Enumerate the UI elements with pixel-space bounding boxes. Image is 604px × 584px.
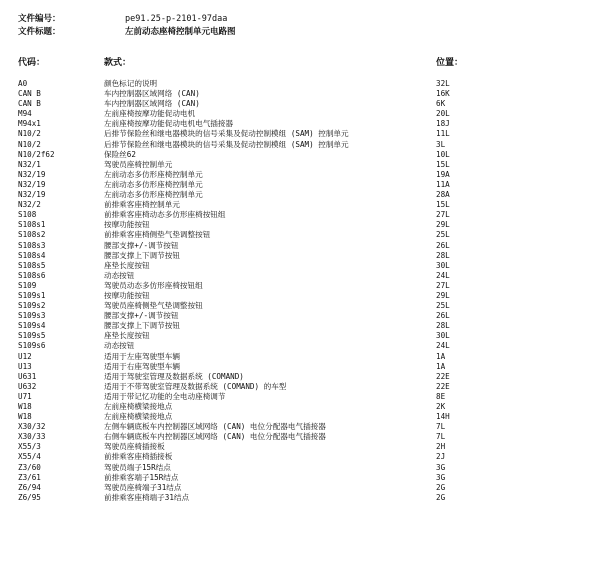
list-item	[0, 402, 604, 412]
component-location: 29L	[436, 220, 450, 230]
component-location: 2G	[436, 482, 446, 492]
component-location: 28L	[436, 250, 450, 260]
component-code: S108	[18, 210, 37, 220]
list-item	[0, 392, 604, 402]
component-code: W18	[18, 402, 32, 411]
component-description: 驾驶员座椅控制单元	[104, 159, 173, 169]
component-location: 24L	[436, 270, 450, 280]
list-item	[0, 473, 604, 483]
component-code: X55/3	[18, 442, 41, 452]
component-code: S108s4	[18, 250, 46, 260]
component-code: S109s6	[18, 341, 46, 351]
component-code: S108s6	[18, 270, 46, 280]
component-description: 前排乘客座椅动态多仿形座椅按钮组	[104, 210, 226, 220]
component-description: 前排乘客端子15R结点	[104, 472, 179, 482]
component-code: M94x1	[18, 119, 41, 129]
document-number-row	[18, 14, 227, 24]
component-code: Z3/61	[18, 472, 41, 482]
component-code: U13	[18, 361, 32, 371]
list-item	[0, 432, 604, 442]
list-item	[0, 190, 604, 200]
component-description: 左侧车辆底板车内控制器区域网络 (CAN) 电位分配器电气插接器	[104, 422, 326, 432]
component-description: 驾驶员座椅侧垫气垫调整按钮	[104, 301, 203, 311]
component-location: 18J	[436, 119, 450, 129]
list-item	[0, 109, 604, 119]
list-item	[0, 311, 604, 321]
list-item	[0, 79, 604, 89]
list-item	[0, 493, 604, 503]
component-code: N10/2f62	[18, 149, 55, 159]
component-code: N32/19	[18, 190, 46, 200]
list-item	[0, 362, 604, 372]
list-item	[0, 463, 604, 473]
list-item	[0, 200, 604, 210]
component-location: 28L	[436, 321, 450, 331]
list-item	[0, 180, 604, 190]
component-list	[0, 79, 604, 503]
component-description: 腰部支撑+/-调节按钮	[104, 311, 179, 321]
component-description: 保险丝62	[104, 149, 136, 159]
component-location: 15L	[436, 159, 450, 169]
component-code: M94	[18, 109, 32, 119]
component-location: 2H	[436, 442, 446, 452]
component-code: U12	[18, 351, 32, 361]
component-location: 30L	[436, 331, 450, 341]
component-code: N32/19	[18, 169, 46, 179]
component-location: 1A	[436, 361, 446, 371]
component-code: N32/2	[18, 200, 41, 210]
component-location: 32L	[436, 79, 450, 88]
component-code: N10/2	[18, 139, 41, 149]
component-code: N32/19	[18, 179, 46, 189]
component-location: 3G	[436, 472, 446, 482]
component-description: 腰部支撑上下调节按钮	[104, 250, 180, 260]
list-item	[0, 261, 604, 271]
list-item	[0, 331, 604, 341]
component-code: N32/1	[18, 159, 41, 169]
component-location: 29L	[436, 290, 450, 300]
component-description: 右侧车辆底板车内控制器区域网络 (CAN) 电位分配器电气插接器	[104, 432, 326, 442]
component-description: 左前座椅按摩功能促动电机	[104, 109, 196, 119]
component-description: 动态按钮	[104, 341, 135, 351]
list-item	[0, 241, 604, 251]
component-description: 车内控制器区域网络 (CAN)	[104, 89, 200, 99]
component-code: U632	[18, 381, 37, 391]
component-location: 25L	[436, 301, 450, 311]
component-location: 27L	[436, 210, 450, 220]
component-code: S109s4	[18, 321, 46, 331]
component-location: 15L	[436, 200, 450, 210]
document-title-value: 左前动态座椅控制单元电路图	[125, 27, 236, 37]
component-code: S109	[18, 280, 37, 290]
component-code: CAN B	[18, 89, 41, 99]
list-item	[0, 281, 604, 291]
column-header-location: 位置：	[436, 58, 464, 68]
component-code: Z3/60	[18, 462, 41, 472]
component-location: 16K	[436, 89, 450, 99]
component-code: S108s3	[18, 240, 46, 250]
component-location: 3L	[436, 139, 446, 149]
component-description: 座垫长度按钮	[104, 331, 150, 341]
list-item	[0, 89, 604, 99]
component-description: 前排乘客座椅插接板	[104, 452, 173, 462]
component-code: Z6/95	[18, 492, 41, 502]
component-description: 前排乘客座椅控制单元	[104, 200, 180, 210]
component-code: S108s2	[18, 230, 46, 240]
component-code: X30/33	[18, 432, 46, 442]
list-item	[0, 382, 604, 392]
component-description: 后排节保险丝和继电器模块的信号采集及促动控制模组 (SAM) 控制单元	[104, 129, 349, 139]
list-item	[0, 170, 604, 180]
list-item	[0, 301, 604, 311]
component-location: 28A	[436, 190, 450, 200]
component-description: 驾驶员座椅插接板	[104, 442, 165, 452]
column-header-description: 款式：	[104, 58, 132, 68]
document-number-value: pe91.25-p-2101-97daa	[125, 14, 228, 24]
list-item	[0, 119, 604, 129]
list-item	[0, 150, 604, 160]
list-item	[0, 129, 604, 139]
component-description: 按摩功能按钮	[104, 290, 150, 300]
component-code: A0	[18, 79, 28, 88]
list-item	[0, 251, 604, 261]
component-code: S109s3	[18, 311, 46, 321]
list-item	[0, 160, 604, 170]
list-item	[0, 271, 604, 281]
list-item	[0, 442, 604, 452]
component-code: S108s1	[18, 220, 46, 230]
component-description: 适用于右座驾驶型车辆	[104, 361, 180, 371]
component-location: 7L	[436, 432, 446, 442]
component-description: 前排乘客座椅侧垫气垫调整按钮	[104, 230, 211, 240]
component-location: 22E	[436, 371, 450, 381]
component-code: CAN B	[18, 99, 41, 109]
list-item	[0, 230, 604, 240]
list-item	[0, 220, 604, 230]
list-item	[0, 483, 604, 493]
component-description: 左前动态多仿形座椅控制单元	[104, 190, 203, 200]
component-location: 8E	[436, 391, 446, 401]
component-description: 左前座椅按摩功能促动电机电气插接器	[104, 119, 234, 129]
document-number-label: 文件编号：	[18, 14, 61, 24]
list-item	[0, 99, 604, 109]
component-location: 22E	[436, 381, 450, 391]
component-location: 19A	[436, 169, 450, 179]
component-location: 24L	[436, 341, 450, 351]
component-description: 左前座椅横梁接地点	[104, 412, 173, 422]
component-code: X30/32	[18, 422, 46, 432]
component-code: W18	[18, 412, 32, 422]
component-location: 2G	[436, 492, 446, 502]
component-description: 前排乘客座椅端子31结点	[104, 492, 190, 502]
component-description: 适用于驾驶室管理及数据系统 (COMAND)	[104, 371, 244, 381]
list-item	[0, 422, 604, 432]
document-title-label: 文件标题：	[18, 27, 61, 37]
component-description: 左前动态多仿形座椅控制单元	[104, 169, 203, 179]
component-description: 腰部支撑上下调节按钮	[104, 321, 180, 331]
component-code: X55/4	[18, 452, 41, 462]
component-description: 腰部支撑+/-调节按钮	[104, 240, 179, 250]
component-description: 适用于左座驾驶型车辆	[104, 351, 180, 361]
component-description: 颜色标记的说明	[104, 79, 158, 88]
component-location: 27L	[436, 280, 450, 290]
list-item	[0, 291, 604, 301]
component-location: 10L	[436, 149, 450, 159]
component-location: 20L	[436, 109, 450, 119]
component-description: 后排节保险丝和继电器模块的信号采集及促动控制模组 (SAM) 控制单元	[104, 139, 349, 149]
component-description: 适用于带记忆功能的全电动座椅调节	[104, 391, 226, 401]
component-location: 3G	[436, 462, 446, 472]
component-description: 驾驶员动态多仿形座椅按钮组	[104, 280, 203, 290]
component-location: 14H	[436, 412, 450, 422]
document-title-row	[18, 27, 236, 37]
component-description: 左前座椅横梁接地点	[104, 402, 173, 411]
component-location: 26L	[436, 311, 450, 321]
component-location: 6K	[436, 99, 446, 109]
component-location: 30L	[436, 260, 450, 270]
component-location: 2J	[436, 452, 446, 462]
component-location: 11L	[436, 129, 450, 139]
component-code: S108s5	[18, 260, 46, 270]
component-description: 适用于不带驾驶室管理及数据系统 (COMAND) 的车型	[104, 381, 287, 391]
list-item	[0, 352, 604, 362]
component-location: 11A	[436, 179, 450, 189]
component-description: 车内控制器区域网络 (CAN)	[104, 99, 200, 109]
list-item	[0, 140, 604, 150]
list-item	[0, 452, 604, 462]
component-code: S109s2	[18, 301, 46, 311]
component-code: Z6/94	[18, 482, 41, 492]
component-code: N10/2	[18, 129, 41, 139]
list-item	[0, 412, 604, 422]
component-code: S109s1	[18, 290, 46, 300]
list-item	[0, 210, 604, 220]
component-location: 2K	[436, 402, 446, 411]
component-description: 驾驶员座椅端子31结点	[104, 482, 182, 492]
component-description: 左前动态多仿形座椅控制单元	[104, 179, 203, 189]
component-code: U631	[18, 371, 37, 381]
component-description: 驾驶员端子15R结点	[104, 462, 171, 472]
component-location: 7L	[436, 422, 446, 432]
component-description: 按摩功能按钮	[104, 220, 150, 230]
component-location: 26L	[436, 240, 450, 250]
list-item	[0, 321, 604, 331]
component-description: 动态按钮	[104, 270, 135, 280]
component-location: 25L	[436, 230, 450, 240]
column-header-code: 代码：	[18, 58, 46, 68]
component-description: 座垫长度按钮	[104, 260, 150, 270]
component-code: S109s5	[18, 331, 46, 341]
list-item	[0, 341, 604, 351]
list-item	[0, 372, 604, 382]
component-code: U71	[18, 391, 32, 401]
component-location: 1A	[436, 351, 446, 361]
